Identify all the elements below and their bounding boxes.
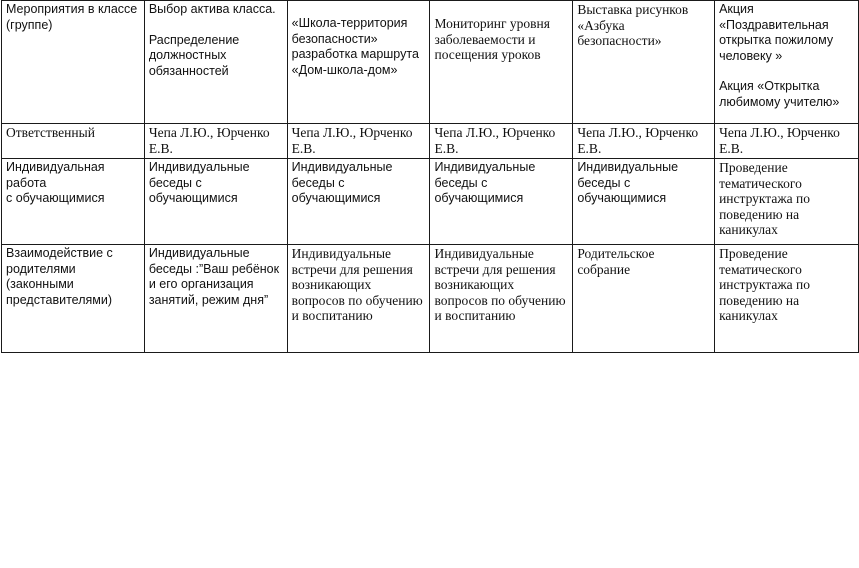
cell-text: Чепа Л.Ю., Юрченко Е.В. bbox=[719, 125, 840, 156]
cell-responsible-5 bbox=[715, 124, 859, 159]
cell-text: Проведение тематического инструктажа по поведению на каникулах bbox=[719, 160, 811, 237]
cell-text: Выставка рисунков «Азбука безопасности» bbox=[577, 2, 689, 48]
cell-text: Индивидуальные беседы с обучающимися bbox=[434, 160, 536, 205]
cell-text: Индивидуальные беседы с обучающимися bbox=[577, 160, 679, 205]
cell-text: с обучающимися bbox=[6, 191, 105, 205]
table-row-responsible bbox=[2, 124, 859, 159]
table-row-parents bbox=[2, 245, 859, 353]
cell-text: Мониторинг уровня заболеваемости и посещения уроков bbox=[434, 16, 550, 62]
cell-text: Выбор актива класса. bbox=[148, 2, 276, 16]
cell-events-3 bbox=[430, 1, 573, 124]
cell-responsible-1 bbox=[144, 124, 287, 159]
row-header-parents bbox=[2, 245, 145, 353]
cell-text: Чепа Л.Ю., Юрченко Е.В. bbox=[148, 125, 270, 156]
cell-text: Ответственный bbox=[6, 125, 95, 140]
cell-text: Чепа Л.Ю., Юрченко Е.В. bbox=[577, 125, 699, 156]
cell-text: Чепа Л.Ю., Юрченко Е.В. bbox=[291, 125, 413, 156]
cell-events-5 bbox=[715, 1, 859, 124]
cell-events-2 bbox=[287, 1, 430, 124]
cell-text: разработка маршрута «Дом-школа-дом» bbox=[291, 47, 419, 77]
cell-text: Взаимодействие с родителями (законными представителями) bbox=[6, 246, 113, 307]
cell-text: Чепа Л.Ю., Юрченко Е.В. bbox=[434, 125, 556, 156]
cell-text: Индивидуальные беседы с обучающимися bbox=[148, 160, 250, 205]
row-header-responsible bbox=[2, 124, 145, 159]
cell-text: Индивидуальные встречи для решения возникающих вопросов по обучению и воспитанию bbox=[291, 246, 423, 323]
cell-responsible-4 bbox=[573, 124, 715, 159]
cell-responsible-3 bbox=[430, 124, 573, 159]
cell-text: Индивидуальная работа bbox=[6, 160, 105, 190]
cell-text: Родительское собрание bbox=[577, 246, 655, 277]
cell-responsible-2 bbox=[287, 124, 430, 159]
class-plan-table bbox=[1, 0, 859, 353]
cell-individual-5 bbox=[715, 159, 859, 245]
table-row-individual bbox=[2, 159, 859, 245]
cell-parents-4 bbox=[573, 245, 715, 353]
cell-text: Распределение должностных обязанностей bbox=[148, 32, 240, 78]
cell-parents-3 bbox=[430, 245, 573, 353]
row-header-events bbox=[2, 1, 145, 124]
cell-individual-2 bbox=[287, 159, 430, 245]
cell-individual-4 bbox=[573, 159, 715, 245]
cell-events-4 bbox=[573, 1, 715, 124]
cell-text: Индивидуальные беседы :”Ваш ребёнок и его организация занятий, режим дня” bbox=[148, 246, 280, 307]
row-header-individual bbox=[2, 159, 145, 245]
cell-text: Проведение тематического инструктажа по поведению на каникулах bbox=[719, 246, 811, 323]
cell-text: Мероприятия в классе (группе) bbox=[6, 2, 138, 32]
cell-individual-3 bbox=[430, 159, 573, 245]
cell-parents-5 bbox=[715, 245, 859, 353]
table-row-events bbox=[2, 1, 859, 124]
cell-text: Индивидуальные беседы с обучающимися bbox=[291, 160, 393, 205]
cell-text: «Школа-территория безопасности» bbox=[291, 16, 408, 46]
cell-parents-1 bbox=[144, 245, 287, 353]
cell-parents-2 bbox=[287, 245, 430, 353]
cell-text: Акция «Поздравительная открытка пожилому человеку » bbox=[719, 2, 834, 63]
cell-text: Индивидуальные встречи для решения возникающих вопросов по обучению и воспитанию bbox=[434, 246, 566, 323]
cell-text: Акция «Открытка любимому учителю» bbox=[719, 79, 840, 109]
cell-events-1 bbox=[144, 1, 287, 124]
cell-individual-1 bbox=[144, 159, 287, 245]
